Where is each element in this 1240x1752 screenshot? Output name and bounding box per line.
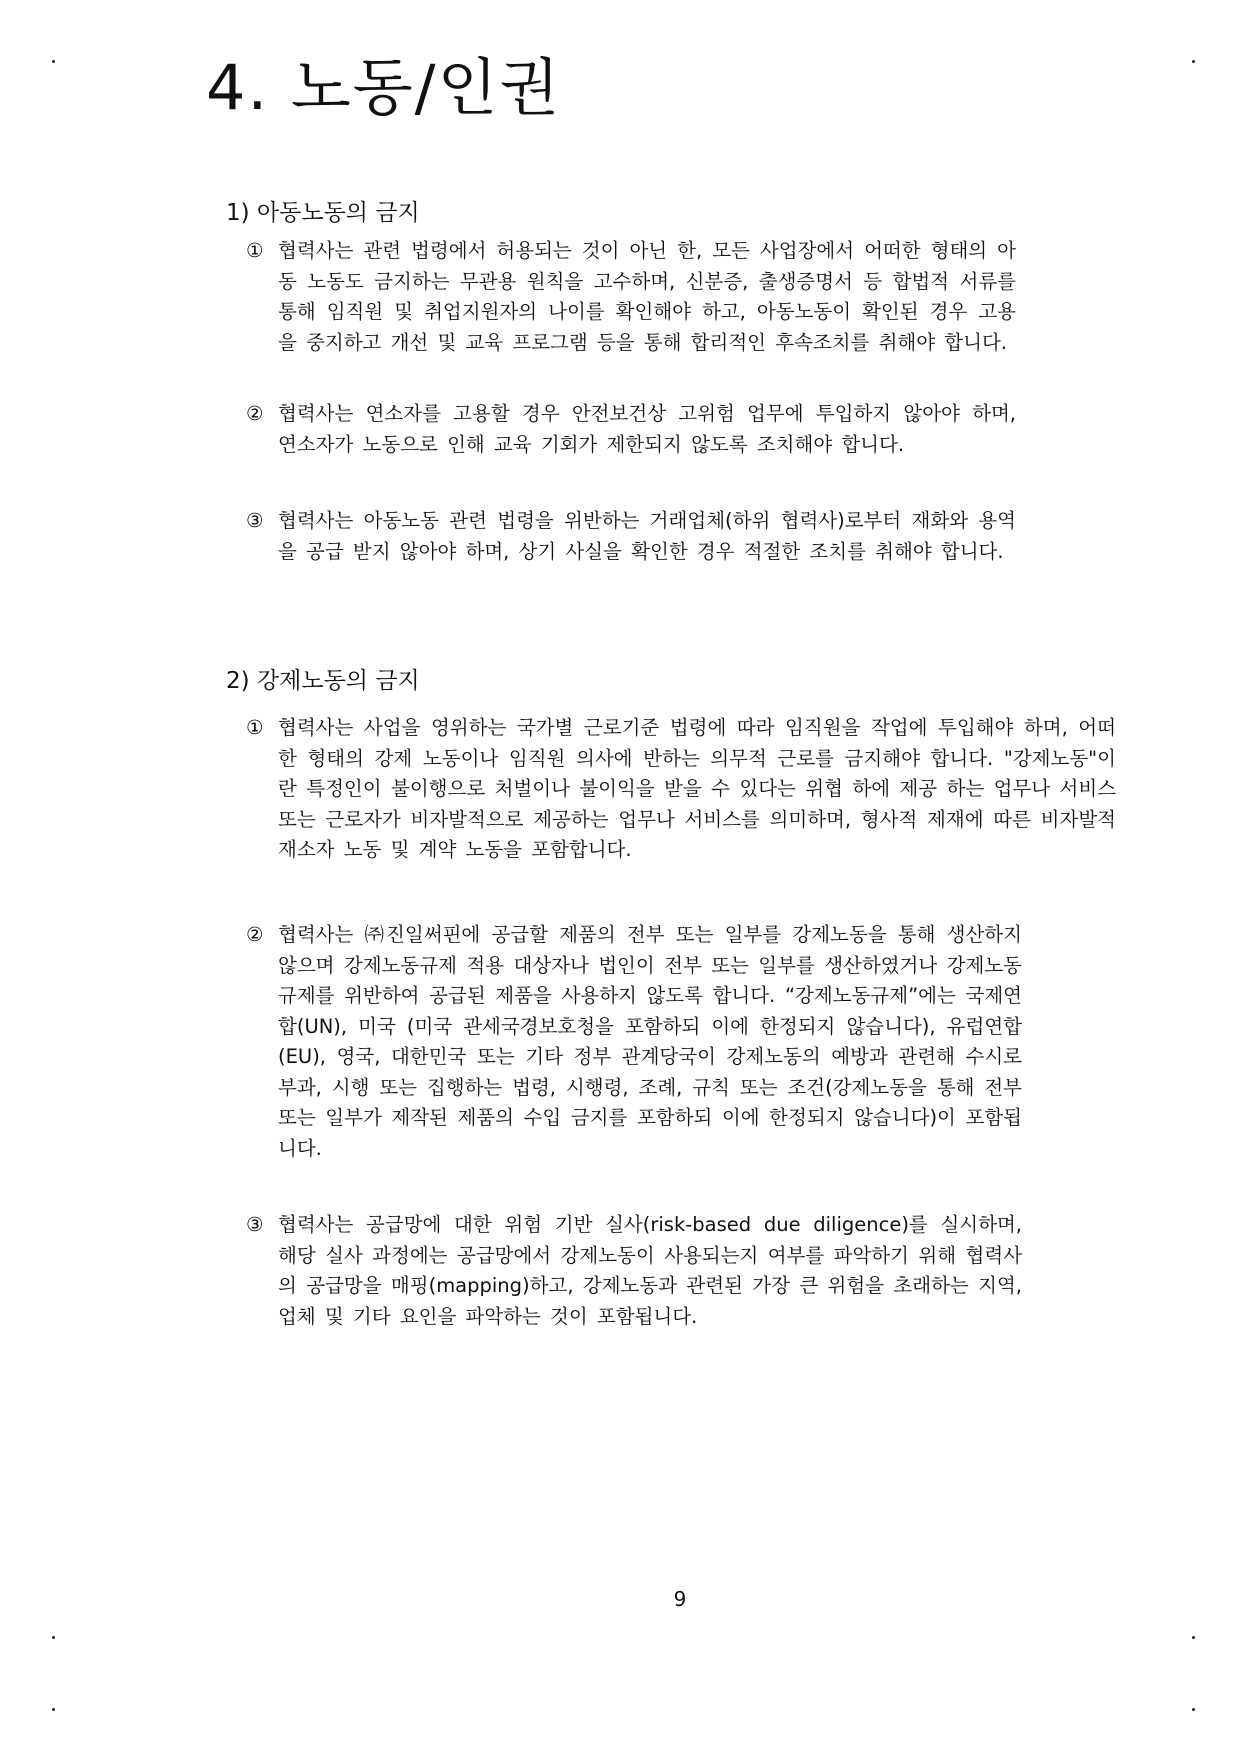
clause-text: 협력사는 ㈜진일써핀에 공급할 제품의 전부 또는 일부를 강제노동을 통해 생산하지 않으며 강제노동규제 적용 대상자나 법인이 전부 또는 일부를 생산하였거나 강제노동규제를 위반하여 공급된 제품을 사용하지 않도록 합니다. “강제노동규제”에는 국제연합(UN), 미국 (미국 관세국경보호청을 포함하되 이에 한정되지 않습니다), 유럽연합(EU), 영국, 대한민국 또는 기타 정부 관계당국이 강제노동의 예방과 관련해 수시로 부과, 시행 또는 집행하는 법령, 시행령, 조례, 규칙 또는 조건(강제노동을 통해 전부 또는 일부가 제작된 제품의 수입 금지를 포함하되 이에 한정되지 않습니다)이 포함됩니다. bbox=[278, 923, 1022, 1160]
clause-text: 협력사는 연소자를 고용할 경우 안전보건상 고위험 업무에 투입하지 않아야 하며, 연소자가 노동으로 인해 교육 기회가 제한되지 않도록 조치해야 합니다. bbox=[278, 402, 1016, 456]
clause-marker: ① bbox=[246, 716, 264, 739]
clause-text: 협력사는 아동노동 관련 법령을 위반하는 거래업체(하위 협력사)로부터 재화와 용역을 공급 받지 않아야 하며, 상기 사실을 확인한 경우 적절한 조치를 취해야 합니다. bbox=[278, 509, 1016, 563]
clause-text: 협력사는 관련 법령에서 허용되는 것이 아닌 한, 모든 사업장에서 어떠한 형태의 아동 노동도 금지하는 무관용 원칙을 고수하며, 신분증, 출생증명서 등 합법적 서류를 통해 임직원 및 취업지원자의 나이를 확인해야 하고, 아동노동이 확인된 경우 고용을 중지하고 개선 및 교육 프로그램 등을 통해 합리적인 후속조치를 취해야 합니다. bbox=[278, 239, 1016, 354]
clause bbox=[246, 506, 1016, 567]
corner-mark bbox=[1192, 1636, 1195, 1639]
corner-mark bbox=[1192, 1708, 1195, 1711]
clause bbox=[246, 1210, 1022, 1332]
clause bbox=[246, 920, 1022, 1164]
corner-mark bbox=[52, 1708, 55, 1711]
clause-text: 협력사는 공급망에 대한 위험 기반 실사(risk-based due diligence)를 실시하며, 해당 실사 과정에는 공급망에서 강제노동이 사용되는지 여부를 파악하기 위해 협력사의 공급망을 매핑(mapping)하고, 강제노동과 관련된 가장 큰 위험을 초래하는 지역, 업체 및 기타 요인을 파악하는 것이 포함됩니다. bbox=[278, 1213, 1022, 1328]
page-number: 9 bbox=[673, 1587, 687, 1611]
corner-mark bbox=[52, 60, 55, 63]
clause bbox=[246, 236, 1016, 358]
clause bbox=[246, 399, 1016, 460]
clause bbox=[246, 713, 1116, 866]
page-title: 4. 노동/인권 bbox=[206, 51, 562, 124]
clause-marker: ② bbox=[246, 923, 264, 946]
clause-marker: ③ bbox=[246, 509, 264, 532]
corner-mark bbox=[52, 1636, 55, 1639]
section-heading: 1) 아동노동의 금지 bbox=[226, 200, 420, 226]
clause-marker: ② bbox=[246, 402, 264, 425]
corner-mark bbox=[1192, 60, 1195, 63]
clause-text: 협력사는 사업을 영위하는 국가별 근로기준 법령에 따라 임직원을 작업에 투입해야 하며, 어떠한 형태의 강제 노동이나 임직원 의사에 반하는 의무적 근로를 금지해야 합니다. "강제노동"이란 특정인이 불이행으로 처벌이나 불이익을 받을 수 있다는 위협 하에 제공 하는 업무나 서비스 또는 근로자가 비자발적으로 제공하는 업무나 서비스를 의미하며, 형사적 제재에 따른 비자발적 재소자 노동 및 계약 노동을 포함합니다. bbox=[278, 716, 1116, 861]
section-heading: 2) 강제노동의 금지 bbox=[226, 668, 420, 694]
clause-marker: ③ bbox=[246, 1213, 264, 1236]
clause-marker: ① bbox=[246, 239, 264, 262]
